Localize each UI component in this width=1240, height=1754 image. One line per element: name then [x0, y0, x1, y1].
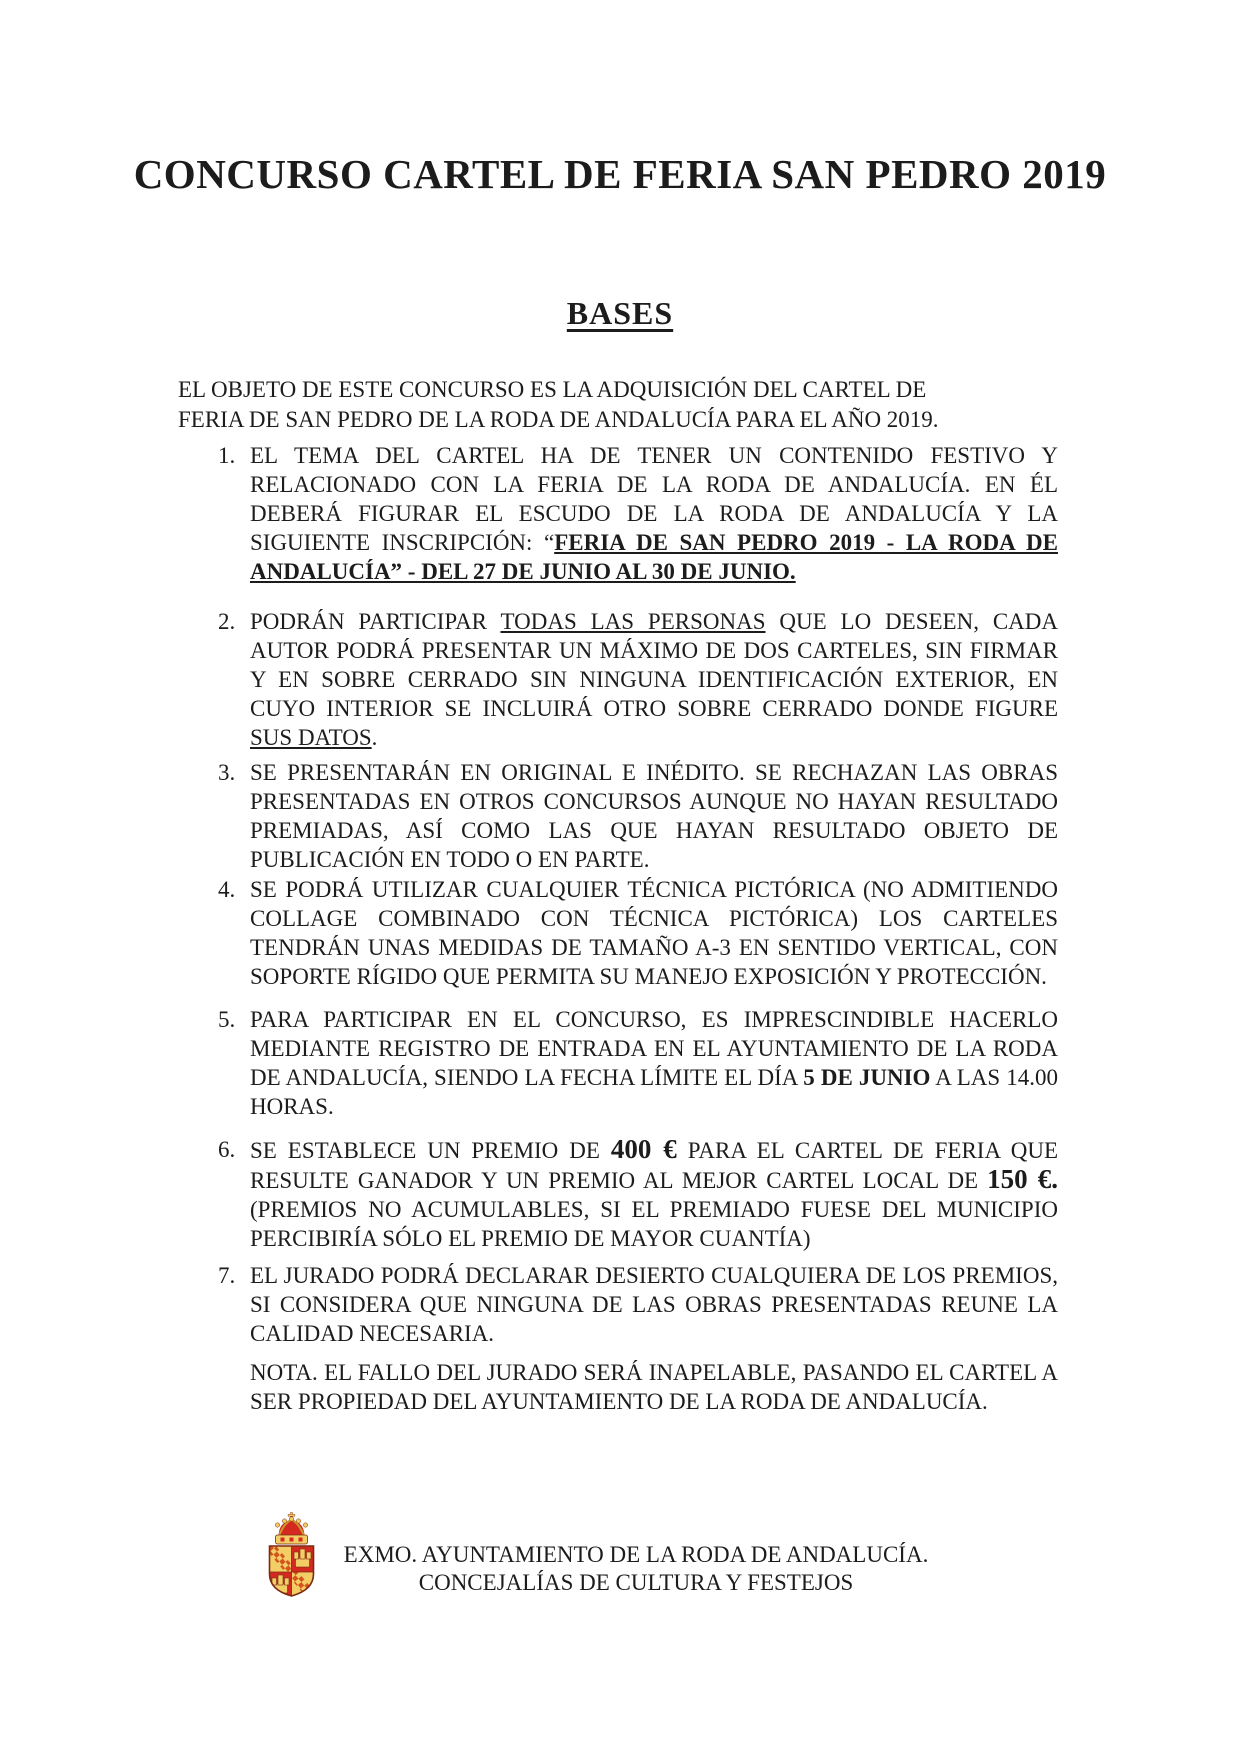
list-item-text — [250, 441, 1058, 586]
escudo-icon — [263, 1512, 320, 1598]
bold-underlined-text: FERIA DE SAN PEDRO 2019 - LA RODA DE ANDALUCÍA” - DEL 27 DE JUNIO AL 30 DE JUNIO. — [250, 529, 1058, 584]
list-item-number: 1. — [218, 442, 236, 468]
text-segment: SE PRESENTARÁN EN ORIGINAL E INÉDITO. SE RECHAZAN LAS OBRAS PRESENTADAS EN OTROS CONCURSOS AUNQUE NO HAYAN RESULTADO PREMIADAS, ASÍ COMO LAS QUE HAYAN RESULTADO OBJETO DE PUBLICACIÓN EN TODO O EN PARTE. — [250, 759, 1058, 872]
text-segment: EL JURADO PODRÁ DECLARAR DESIERTO CUALQUIERA DE LOS PREMIOS, SI CONSIDERA QUE NINGUNA DE LAS OBRAS PRESENTADAS REUNE LA CALIDAD NECESARIA. — [250, 1262, 1058, 1346]
list-item-text — [250, 1135, 1058, 1253]
bases-list — [0, 441, 1240, 1348]
list-item-4 — [218, 875, 1058, 991]
text-segment: SE ESTABLECE UN PREMIO DE — [250, 1137, 611, 1163]
list-item-1 — [218, 441, 1058, 586]
text-segment: SE PODRÁ UTILIZAR CUALQUIER TÉCNICA PICTÓRICA (NO ADMITIENDO COLLAGE COMBINADO CON TÉCNICA PICTÓRICA) LOS CARTELES TENDRÁN UNAS MEDIDAS DE TAMAÑO A-3 EN SENTIDO VERTICAL, CON SOPORTE RÍGIDO QUE PERMITA SU MANEJO EXPOSICIÓN Y PROTECCIÓN. — [250, 876, 1058, 989]
prize-amount: 150 €. — [987, 1163, 1058, 1194]
text-segment: PODRÁN PARTICIPAR — [250, 608, 501, 634]
footer-line-2: CONCEJALÍAS DE CULTURA Y FESTEJOS — [418, 1570, 854, 1595]
intro-line-2: FERIA DE SAN PEDRO DE LA RODA DE ANDALUCÍA PARA EL AÑO 2019. — [178, 406, 939, 432]
text-segment: EL TEMA DEL CARTEL HA DE TENER UN CONTENIDO FESTIVO Y RELACIONADO CON LA FERIA DE LA RODA DE ANDALUCÍA. EN ÉL DEBERÁ FIGURAR EL ESCUDO DE LA RODA DE ANDALUCÍA Y LA SIGUIENTE INSCRIPCIÓN: “ — [250, 442, 1058, 555]
text-segment: PARA PARTICIPAR EN EL CONCURSO, ES IMPRESCINDIBLE HACERLO MEDIANTE REGISTRO DE ENTRADA EN EL AYUNTAMIENTO DE LA RODA DE ANDALUCÍA, SIENDO LA FECHA LÍMITE EL DÍA — [250, 1006, 1058, 1090]
list-item-number: 6. — [218, 1136, 236, 1162]
nota-paragraph: NOTA. EL FALLO DEL JURADO SERÁ INAPELABLE, PASANDO EL CARTEL A SER PROPIEDAD DEL AYUNTAMIENTO DE LA RODA DE ANDALUCÍA. — [250, 1359, 1058, 1414]
text-segment: (PREMIOS NO ACUMULABLES, SI EL PREMIADO FUESE DEL MUNICIPIO PERCIBIRÍA SÓLO EL PREMIO DE MAYOR CUANTÍA) — [250, 1196, 1058, 1251]
list-item-number: 3. — [218, 759, 236, 785]
footer — [330, 1541, 942, 1597]
page-title: CONCURSO CARTEL DE FERIA SAN PEDRO 2019 — [133, 151, 1107, 197]
underlined-text: SUS DATOS — [250, 724, 372, 750]
list-item-text — [250, 875, 1058, 991]
list-item-2 — [218, 607, 1058, 752]
list-item-text — [250, 607, 1058, 752]
text-segment: QUE LO DESEEN, CADA AUTOR PODRÁ PRESENTAR UN MÁXIMO DE DOS CARTELES, SIN FIRMAR Y EN SOBRE CERRADO SIN NINGUNA IDENTIFICACIÓN EXTERIOR, EN CUYO INTERIOR SE INCLUIRÁ OTRO SOBRE CERRADO DONDE FIGURE — [250, 608, 1058, 721]
prize-amount: 400 € — [610, 1133, 677, 1164]
bases-heading: BASES — [566, 295, 674, 332]
footer-line-1: EXMO. AYUNTAMIENTO DE LA RODA DE ANDALUCÍA. — [343, 1542, 929, 1567]
list-item-text — [250, 1005, 1058, 1121]
intro-line-1: EL OBJETO DE ESTE CONCURSO ES LA ADQUISICIÓN DEL CARTEL DE — [178, 376, 927, 402]
list-item-5 — [218, 1005, 1058, 1121]
underlined-text: TODAS LAS PERSONAS — [500, 608, 766, 634]
list-item-number: 2. — [218, 608, 236, 634]
list-item-6 — [218, 1135, 1058, 1253]
bold-text: 5 DE JUNIO — [803, 1064, 931, 1090]
text-segment: . — [371, 724, 378, 750]
list-item-number: 7. — [218, 1262, 236, 1288]
list-item-7 — [218, 1261, 1058, 1348]
list-item-3 — [218, 758, 1058, 874]
text-segment: PARA EL CARTEL DE FERIA QUE RESULTE GANADOR Y UN PREMIO AL MEJOR CARTEL LOCAL DE — [250, 1137, 1059, 1193]
list-item-number: 4. — [218, 876, 236, 902]
list-item-text — [250, 1261, 1058, 1348]
intro-paragraph — [178, 375, 988, 435]
list-item-text — [250, 758, 1058, 874]
list-item-number: 5. — [218, 1006, 236, 1032]
text-segment: A LAS 14.00 HORAS. — [250, 1064, 1058, 1119]
